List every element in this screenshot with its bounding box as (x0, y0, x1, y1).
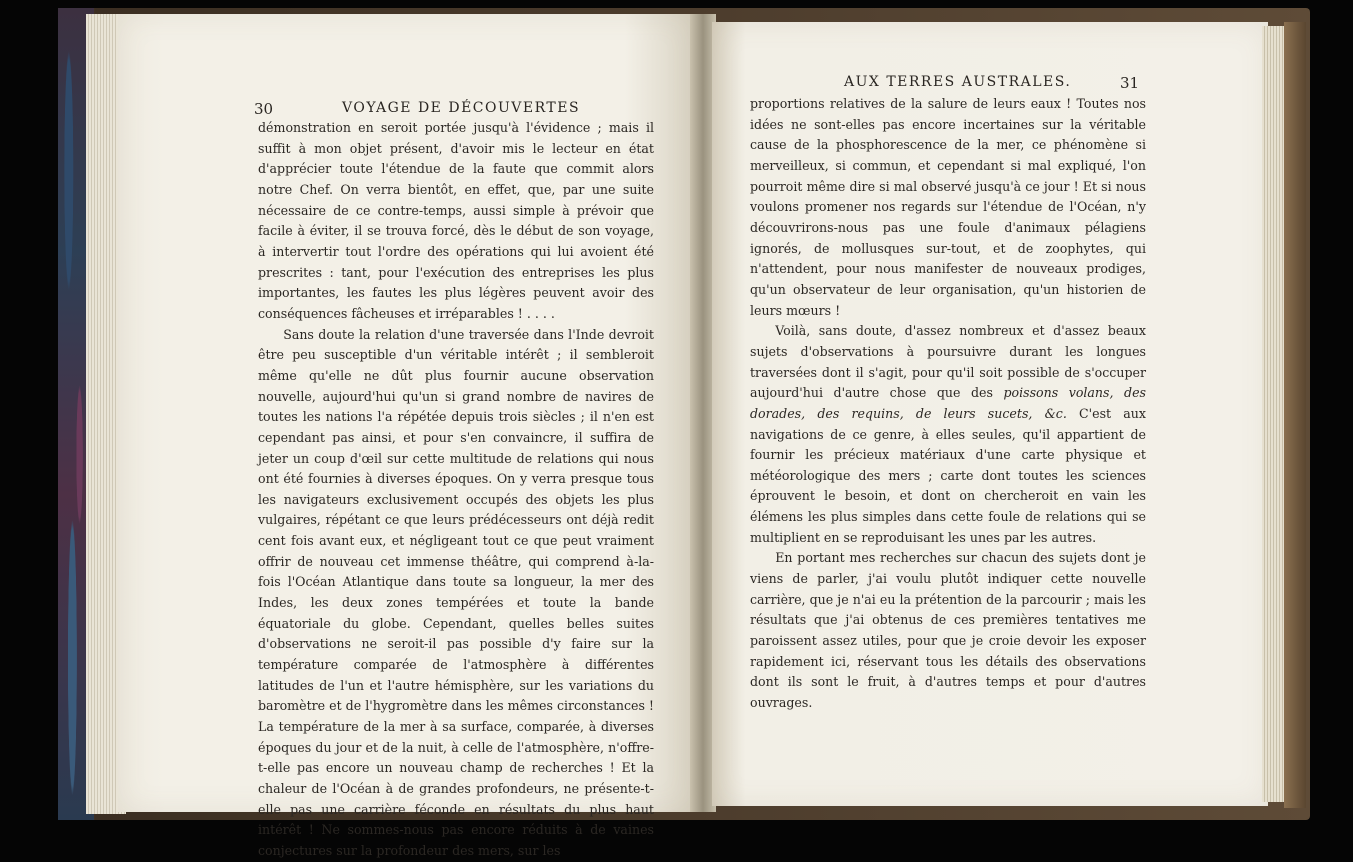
paragraph-text: Voilà, sans doute, d'assez nombreux et d'assez beaux sujets d'observations à poursuivre durant les longues traversées dont il s'agit, pour qu'il soit possible de s'occuper aujourd'hui d'autre chose que des (750, 323, 1146, 401)
page-number-left: 30 (254, 100, 274, 118)
left-page (118, 14, 694, 858)
paragraph: En portant mes recherches sur chacun des sujets dont je viens de parler, j'ai voulu plutôt indiquer cette nouvelle carrière, que je n'ai eu la prétention de la parcourir ; mais les résultats que j'ai obtenus de ces premières tentatives me paroissent assez utiles, pour que je croie devoir les exposer rapidement ici, réservant tous les détails des observations dont ils sont le fruit, à d'autres temps et pour d'autres ouvrages. (750, 550, 1146, 711)
running-head-left: VOYAGE DE DÉCOUVERTES (342, 100, 581, 116)
running-head-right: AUX TERRES AUSTRALES. (844, 74, 1072, 90)
right-page (712, 22, 1268, 806)
paragraph: démonstration en seroit portée jusqu'à l'évidence ; mais il suffit à mon objet présent, d'avoir mis le lecteur en état d'apprécier toute l'étendue de la faute que commit alors notre Chef. On verra bientôt, en effet, que, par une suite nécessaire de ce contre-temps, aussi simple à prévoir que facile à éviter, il se trouva forcé, dès le début de son voyage, à intervertir tout l'ordre des opérations qui lui avoient été prescrites : tant, pour l'exécution des entreprises les plus importantes, les fautes les plus légères peuvent avoir des conséquences fâcheuses et irréparables ! . . . . (258, 120, 654, 321)
right-text-block (750, 94, 1146, 714)
italic-list: poissons volans, des dorades, des requins, de leurs sucets, &c. (750, 385, 1146, 421)
paragraph (750, 321, 1146, 548)
paragraph-text: C'est aux navigations de ce genre, à elles seules, qu'il appartient de fournir les précieux matériaux d'une carte physique et météorologique des mers ; carte dont toutes les sciences éprouvent le besoin, et dont on chercheroit en vain les élémens les plus simples dans cette foule de relations qui se multiplient en se reproduisant les unes par les autres. (750, 405, 1146, 545)
page-number-right: 31 (1120, 74, 1140, 92)
paragraph: proportions relatives de la salure de leurs eaux ! Toutes nos idées ne sont-elles pas encore incertaines sur la véritable cause de la phosphorescence de la mer, ce phénomène si merveilleux, si commun, et cependant si mal expliqué, l'on pourroit même dire si mal observé jusqu'à ce jour ! Et si nous voulons promener nos regards sur l'étendue de l'Océan, n'y découvrirons-nous pas une foule d'animaux pélagiens ignorés, de mollusques sur-tout, et de zoophytes, qui n'attendent, pour nous manifester de nouveaux prodiges, qu'un observateur de leur organisation, qu'un historien de leurs mœurs ! (750, 96, 1146, 318)
book-cover-right (1284, 22, 1306, 808)
paragraph: Sans doute la relation d'une traversée dans l'Inde devroit être peu susceptible d'un véritable intérêt ; il sembleroit même qu'elle ne dût plus fournir aucune observation nouvelle, aujourd'hui qu'un si grand nombre de navires de toutes les nations l'a répétée depuis trois siècles ; il n'en est cependant pas ainsi, et pour s'en convaincre, il suffira de jeter un coup d'œil sur cette multitude de relations qui nous ont été fournies à diverses époques. On y verra presque tous les navigateurs exclusivement occupés des objets les plus vulgaires, répétant ce que leurs prédécesseurs ont déjà redit cent fois avant eux, et négligeant tout ce que peut vraiment offrir de nouveau cet immense théâtre, qui comprend à-la-fois l'Océan Atlantique dans toute sa longueur, la mer des Indes, les deux zones tempérées et toute la bande équatoriale du globe. Cependant, quelles belles suites d'observations ne seroit-il pas possible d'y faire sur la température comparée de l'atmosphère à différentes latitudes de l'un et l'autre hémisphère, sur les variations du baromètre et de l'hygromètre dans les mêmes circonstances ! La température de la mer à sa surface, comparée, à diverses époques du jour et de la nuit, à celle de l'atmosphère, n'offre-t-elle pas encore un nouveau champ de recherches ! Et la chaleur de l'Océan à de grandes profondeurs, ne présente-t-elle pas une carrière féconde en résultats du plus haut intérêt ! Ne sommes-nous pas encore réduits à de vaines conjectures sur la profondeur des mers, sur les (258, 326, 654, 858)
page-edges-right (1262, 26, 1284, 802)
left-text-block (258, 118, 654, 862)
